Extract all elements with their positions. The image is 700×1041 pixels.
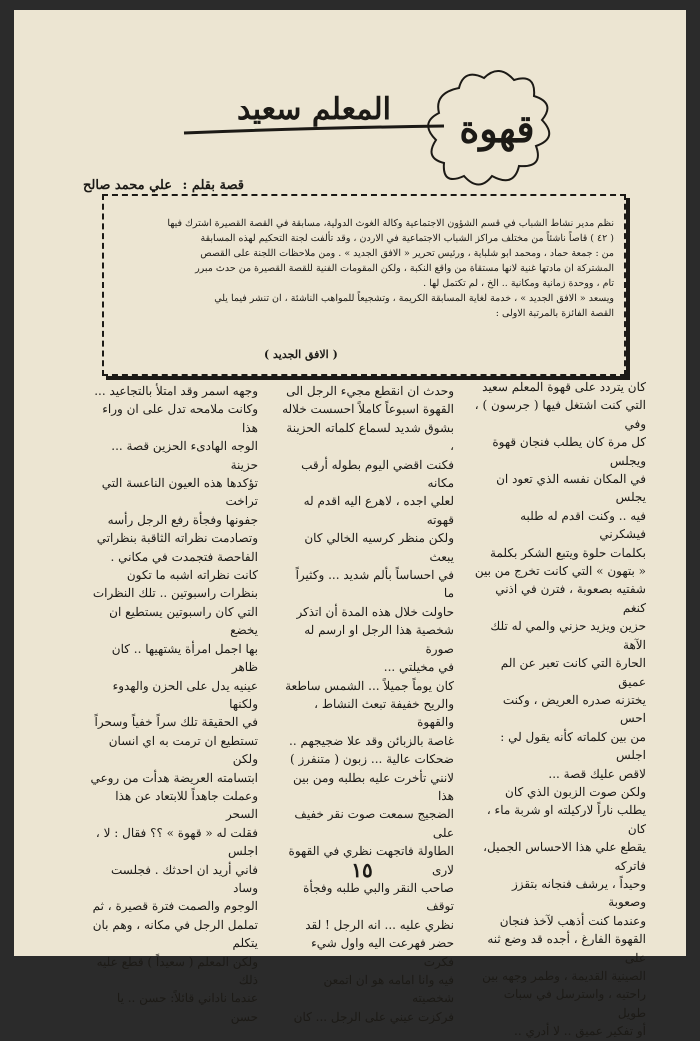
intro-line: ويسعد « الافق الجديد » ، خدمة لغاية المسابقة الكريمة ، وتشجيعاً للمواهب الناشئة ، ان تنشر فيما يلي <box>214 293 614 304</box>
text-line: فاني أريد ان احدثك . فجلست وساد <box>111 862 258 895</box>
text-line: جفونها وفجأة رفع الرجل رأسه <box>107 512 258 527</box>
intro-line: ( ٤٢ ) قاصاً ناشئاً من مختلف مراكز الشباب الاجتماعية في الاردن ، وقد تألفت لجنة التحكيم لهذه المسابقة <box>200 233 614 244</box>
text-line: ولكن المعلم ( سعيداً ) قطع عليه ذلك <box>96 954 258 987</box>
text-line: تستطيع ان ترمت به اي انسان ولكن <box>108 733 258 767</box>
text-line: فركزت عيني على الرجل ... كان <box>293 1009 454 1024</box>
text-line: فيه .. وكنت اقدم له طلبه فيشكرني <box>520 508 646 542</box>
text-line: كان يوماً جميلاً ... الشمس ساطعة <box>285 678 454 693</box>
text-line: بكلمات حلوة ويتبع الشكر بكلمة <box>490 545 646 560</box>
text-line: صاحب النقر والبي طلبه وفجأة توقف <box>303 880 454 914</box>
text-line: كان يتردد على قهوة المعلم سعيد <box>482 380 646 394</box>
text-line: من بين كلماته كأنه يقول لي : اجلس <box>500 729 646 763</box>
text-line: وحدث ان انقطع مجيء الرجل الى <box>286 384 454 398</box>
story-column-1 <box>474 378 646 1041</box>
text-line: القهوة الفارغ ، أجده قد وضع ثنه على <box>487 932 646 965</box>
byline-author: علي محمد صالح <box>83 178 172 193</box>
intro-line: من : جمعة حماد ، ومحمد ابو شلباية ، ورئيس تحرير « الافق الجديد » . ومن ملاحظات اللجنة على القصص <box>200 248 614 259</box>
text-line: « بتهون » التي كانت تخرج من بين <box>474 564 646 579</box>
text-line: لانني تأخرت عليه بطلبه ومن بين هذا <box>292 770 454 803</box>
text-line: يطلب ناراً لاركيلته او شربة ماء ، كان <box>486 803 646 836</box>
text-line: التي كنت اشتغل فيها ( جرسون ) ، وفي <box>474 398 646 431</box>
text-line: لعلي اجده ، لاهرع اليه اقدم له قهوته <box>303 494 454 527</box>
intro-signature: ( الافق الجديد ) <box>264 348 338 361</box>
text-line: عينيه يدل على الحزن والهدوء ولكنها <box>112 678 258 711</box>
text-line: لاقص عليك قصة ... <box>548 766 646 781</box>
text-line: وحيداً ، يرشف فنجانه بتقزز وصعوبة <box>511 876 646 910</box>
text-line: أو تفكير عميق .. لا أدري .. <box>514 1024 646 1039</box>
text-line: والريح خفيفة تبعث النشاط ، والقهوة <box>314 696 454 730</box>
text-line: ضحكات عالية ... زبون ( متنفرز ) <box>289 752 454 767</box>
title-underline <box>184 126 444 133</box>
text-line: فكنت اقضي اليوم بطوله أرقب مكانه <box>301 457 454 491</box>
intro-line: تام ، ووحدة زمانية ومكانية .. الخ ، لم تكتمل لها . <box>423 278 614 289</box>
text-line: الحارة التي كانت تعبر عن الم عميق <box>500 656 646 689</box>
page-number: ١٥ <box>351 858 373 882</box>
text-line: الصينية القديمة ، وطمر وجهه بين <box>482 969 646 983</box>
text-line: الضجيج سمعت صوت نقر خفيف على <box>294 807 454 840</box>
text-line: الطاولة فاتجهت نظري في القهوة لارى <box>288 844 454 877</box>
text-line: يختزنه صدره العريض ، وكنت احس <box>502 692 646 726</box>
text-line: ولكن منظر كرسيه الخالي كان يبعث <box>304 531 454 564</box>
story-title-word: قهوة <box>459 106 535 151</box>
text-line: وعملت جاهداً للابتعاد عن هذا السحر <box>115 788 258 822</box>
text-line: راحتيه ، واسترسل في سبات طويل <box>503 987 646 1020</box>
magazine-page <box>14 10 686 1039</box>
text-line: حضر فهرعت اليه واول شيء فكرت <box>311 936 454 969</box>
text-line: فقلت له « قهوة » ؟؟ فقال : لا ، اجلس <box>95 825 258 859</box>
text-line: الفاحصة فتجمدت في مكاني . <box>110 549 258 564</box>
intro-line: المشتركة ان مادتها غنية لانها مستقاة من واقع النكبة ، ولكن المقومات الفنية للقصة القصيرة من حدث مبرر <box>195 263 614 274</box>
text-line: حاولت خلال هذه المدة أن اتذكر <box>296 604 454 619</box>
text-line: الوجه الهادىء الحزين قصة ... حزينة <box>111 439 258 472</box>
text-line: تململ الرجل في مكانه ، وهم بان يتكلم <box>92 917 258 951</box>
text-line: عندما ناداني قائلاً: حسن .. يا حسن <box>116 991 258 1024</box>
text-line: بنظرات راسبوتين .. تلك النظرات <box>92 586 258 601</box>
text-line: وكانت ملامحه تدل على ان وراء هذا <box>102 402 258 435</box>
story-column-2 <box>282 382 454 1026</box>
text-line: ولكن صوت الزبون الذي كان <box>505 784 646 799</box>
byline <box>74 178 244 193</box>
text-line: بها اجمل امرأة يشتهيها .. كان ظاهر <box>111 641 258 675</box>
text-line: التي كان راسبوتين يستطيع ان يخضع <box>109 604 258 638</box>
text-line: وتصادمت نظراته الثاقبة بنظراتي <box>96 531 258 546</box>
text-line: في الحقيقة تلك سراً خفياً وسحراً <box>94 715 258 730</box>
text-line: تؤكدها هذه العيون الناعسة التي تراخت <box>101 476 258 509</box>
text-line: وعندما كنت أذهب لآخذ فنجان <box>499 913 646 928</box>
text-line: فيه وانا امامه هو ان اتمعن شخصيته <box>323 973 454 1006</box>
text-line: بشوق شديد لسماع كلماته الحزينة ، <box>286 420 454 454</box>
text-line: الوجوم والصمت فترة قصيرة ، ثم <box>92 899 258 914</box>
intro-line: القصة الفائزة بالمرتبة الاولى : <box>495 308 614 319</box>
story-column-3 <box>86 382 258 1026</box>
intro-text <box>114 216 614 321</box>
text-line: يقطع علي هذا الاحساس الجميل، فاتركه <box>483 840 646 873</box>
text-line: وجهه اسمر وقد امتلأ بالتجاعيد ... <box>94 384 258 398</box>
text-line: غاصة بالزبائن وقد علا ضجيجهم .. <box>289 733 454 748</box>
text-line: نظري عليه ... انه الرجل ! لقد <box>305 917 454 932</box>
story-title: المعلم سعيد <box>236 92 392 127</box>
intro-box <box>102 194 626 376</box>
text-line: القهوة اسبوعاً كاملاً احسست خلاله <box>282 402 454 417</box>
byline-label: قصة بقلم : <box>182 178 244 193</box>
text-line: شفتيه بصعوبة ، فترن في اذني كنغم <box>495 582 646 615</box>
text-line: في المكان نفسه الذي تعود ان يجلس <box>496 472 646 505</box>
text-line: كل مرة كان يطلب فنجان قهوة ويجلس <box>492 435 646 468</box>
intro-line: نظم مدير نشاط الشباب في قسم الشؤون الاجتماعية وكالة الغوث الدولية، مسابقة في القصة القصيرة اشترك فيها <box>167 218 614 229</box>
text-line: شخصية هذا الرجل او ارسم له صورة <box>304 623 454 656</box>
text-line: في مخيلتي ... <box>383 660 454 675</box>
text-line: ابتسامته العريضة هدأت من روعي <box>90 770 258 785</box>
text-line: كانت نظراته اشبه ما تكون <box>126 568 258 583</box>
text-line: في احساساً بألم شديد ... وكثيراً ما <box>295 568 454 601</box>
text-line: حزين ويزيد حزني والمي له تلك الآهة <box>490 619 646 652</box>
